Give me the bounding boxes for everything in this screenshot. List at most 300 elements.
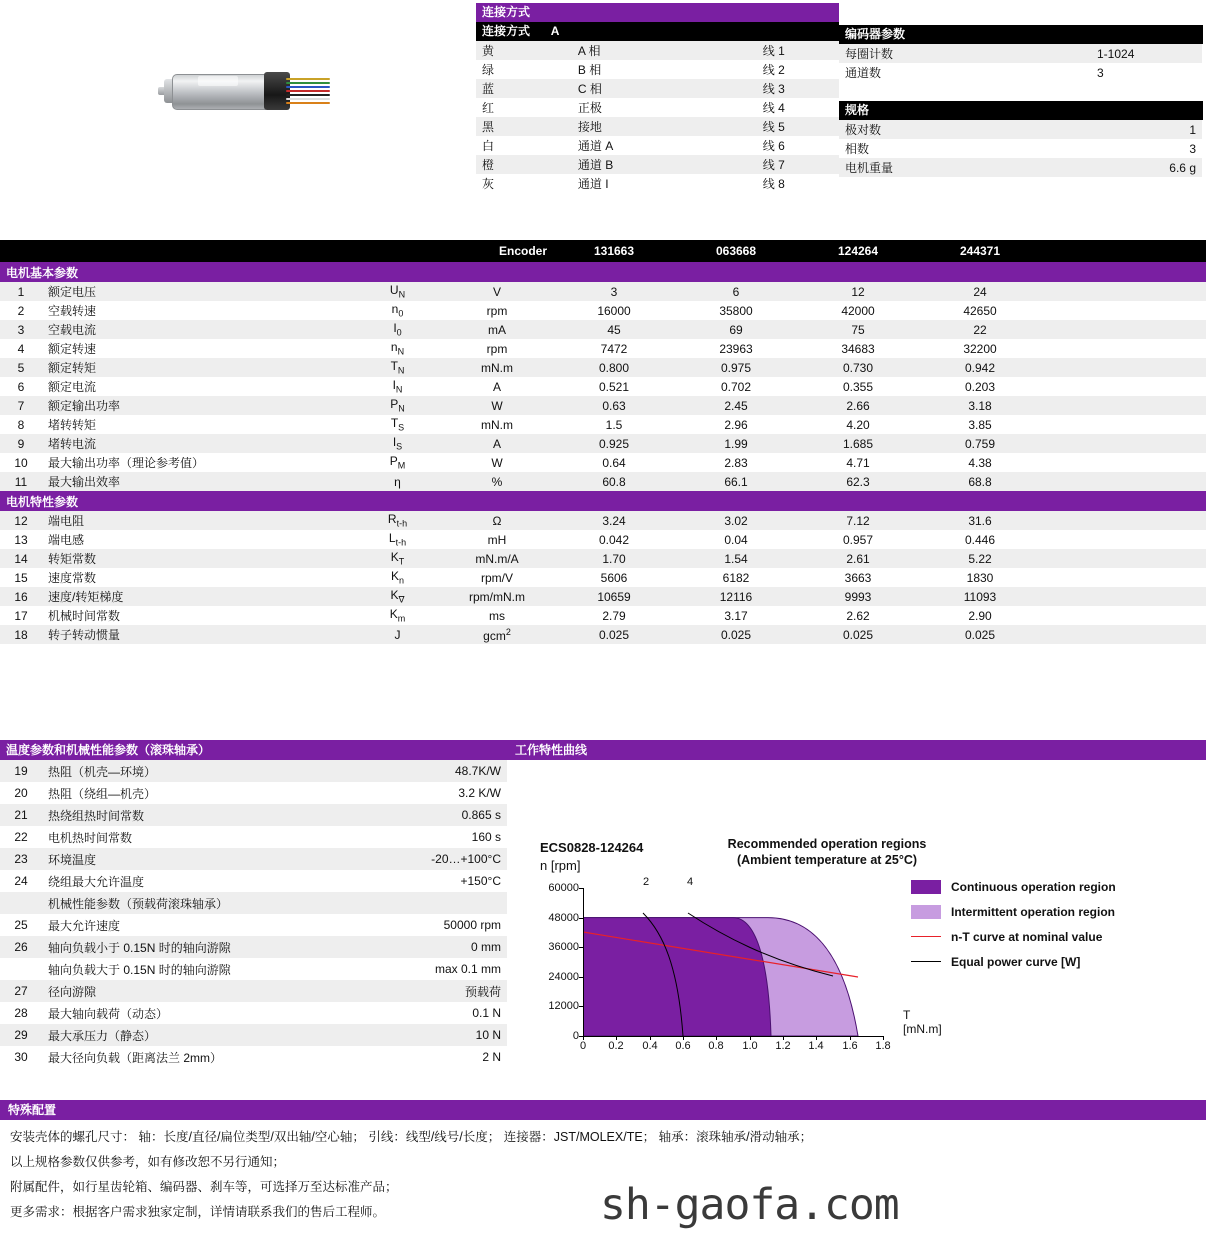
wire-function: 通道 B xyxy=(577,158,614,172)
cell-value: 4.38 xyxy=(968,455,992,470)
cell-value: 24 xyxy=(973,284,987,299)
row-index: 1 xyxy=(17,284,25,299)
cell-value: 0.730 xyxy=(842,360,874,375)
motor-wires xyxy=(286,76,330,106)
chart-title-line1: Recommended operation regions xyxy=(727,837,927,851)
table-row xyxy=(0,453,1206,472)
row-label: 热阻（机壳—环境） xyxy=(48,764,157,779)
row-label: 最大承压力（静态） xyxy=(48,1028,157,1043)
wire-function: A 相 xyxy=(577,44,601,58)
row-symbol: $K_n$ xyxy=(390,569,405,586)
row-index: 22 xyxy=(14,830,28,844)
wire-function: 通道 A xyxy=(577,139,614,153)
table-row xyxy=(0,870,507,892)
wire-function: 通道 I xyxy=(577,177,609,191)
table-row xyxy=(0,282,1206,301)
table-row xyxy=(476,136,839,155)
row-unit: A xyxy=(492,379,501,394)
row-index: 23 xyxy=(14,852,28,866)
wire-function: B 相 xyxy=(577,63,602,77)
row-index: 6 xyxy=(17,379,25,394)
table-row xyxy=(0,549,1206,568)
table-row xyxy=(0,320,1206,339)
wire-number: 线 3 xyxy=(762,82,785,96)
table-row xyxy=(0,980,507,1002)
cell-value: 1.685 xyxy=(842,436,874,451)
table-row xyxy=(839,158,1202,177)
cell-value: 6 xyxy=(732,284,740,299)
row-index: 19 xyxy=(14,764,28,778)
cell-value: 3.18 xyxy=(968,398,992,413)
row-label: 最大输出效率 xyxy=(48,475,121,489)
cell-value: 66.1 xyxy=(724,474,748,489)
row-value: 3.2 K/W xyxy=(458,786,501,800)
row-label: 额定转矩 xyxy=(48,361,97,375)
param-label: 极对数 xyxy=(845,123,882,137)
note-line: 附属配件，如行星齿轮箱、编码器、刹车等，可选择万至达标准产品； xyxy=(10,1180,398,1194)
row-symbol: η xyxy=(394,474,401,489)
table-row xyxy=(476,79,839,98)
table-row xyxy=(0,587,1206,606)
row-label: 热阻（绕组—机壳） xyxy=(48,786,157,801)
row-index xyxy=(0,892,42,914)
row-symbol: $n_N$ xyxy=(390,340,405,357)
row-label: 径向游隙 xyxy=(48,984,97,999)
main-parameter-table xyxy=(0,240,1206,644)
row-index: 17 xyxy=(14,608,28,623)
notes-title: 特殊配置 xyxy=(0,1100,1206,1120)
legend-line-nt xyxy=(911,936,941,937)
table-row xyxy=(0,804,507,826)
row-unit: rpm xyxy=(486,341,508,356)
row-symbol: $I_N$ xyxy=(392,378,403,395)
cell-value: 16000 xyxy=(597,303,631,318)
row-value: 160 s xyxy=(471,830,501,844)
table-row xyxy=(0,415,1206,434)
row-value: max 0.1 mm xyxy=(434,962,501,976)
legend-item-equal-power xyxy=(911,949,1201,974)
temperature-section xyxy=(0,740,507,1068)
row-unit: Ω xyxy=(492,513,502,528)
row-symbol: $T_N$ xyxy=(390,359,405,376)
row-index: 20 xyxy=(14,786,28,800)
annotation-2w: 2 xyxy=(643,876,650,888)
row-symbol: $K_\nabla$ xyxy=(390,587,405,605)
encoder-spec-block xyxy=(839,25,1203,177)
cell-value: 4.20 xyxy=(846,417,870,432)
cell-value: 1.5 xyxy=(605,417,623,432)
wire-number: 线 6 xyxy=(762,139,785,153)
cell-value: 12 xyxy=(851,284,865,299)
row-index: 18 xyxy=(14,627,28,642)
cell-value: 0.759 xyxy=(964,436,996,451)
row-value: 50000 rpm xyxy=(443,918,501,932)
row-index: 26 xyxy=(14,940,28,954)
row-value: 0.1 N xyxy=(472,1006,501,1020)
row-label: 额定转速 xyxy=(48,342,97,356)
row-label: 绕组最大允许温度 xyxy=(48,874,145,889)
param-value: 6.6 g xyxy=(1169,160,1196,175)
param-label: 相数 xyxy=(845,142,870,156)
param-label: 电机重量 xyxy=(845,161,894,175)
model-column-3: 124264 xyxy=(797,240,919,262)
cell-value: 0.975 xyxy=(720,360,752,375)
chart-section-title: 工作特性曲线 xyxy=(507,740,1206,760)
connection-title: 连接方式 xyxy=(476,3,839,22)
row-label: 最大输出功率（理论参考值） xyxy=(48,456,205,470)
cell-value: 11093 xyxy=(963,589,997,604)
note-line: 安装壳体的螺孔尺寸： 轴：长度/直径/扁位类型/双出轴/空心轴； 引线：线型/线号/长度； 连接器：JST/MOLEX/TE； 轴承：滚珠轴承/滑动轴承； xyxy=(10,1130,813,1144)
annotation-4w: 4 xyxy=(687,876,694,888)
motor-illustration xyxy=(158,62,328,122)
param-label: 通道数 xyxy=(845,66,882,80)
row-value: -20…+100°C xyxy=(431,852,501,866)
table-row xyxy=(0,568,1206,587)
chart-y-axis-label: n [rpm] xyxy=(540,858,581,873)
table-row xyxy=(0,511,1206,530)
row-label: 额定输出功率 xyxy=(48,399,121,413)
cell-value: 3.85 xyxy=(968,417,992,432)
wire-number: 线 8 xyxy=(762,177,785,191)
wire-number: 线 5 xyxy=(762,120,785,134)
wire-color: 黄 xyxy=(482,44,495,58)
row-label: 端电感 xyxy=(48,533,85,547)
x-tick-label: 0.2 xyxy=(608,1040,624,1052)
cell-value: 3 xyxy=(610,284,618,299)
cell-value: 1.99 xyxy=(724,436,748,451)
cell-value: 32200 xyxy=(963,341,997,356)
encoder-column-label: Encoder xyxy=(441,240,553,262)
model-column-2: 063668 xyxy=(675,240,797,262)
legend-label: Continuous operation region xyxy=(951,879,1116,894)
row-label: 机械时间常数 xyxy=(48,609,121,623)
row-label: 机械性能参数（预载荷滚珠轴承） xyxy=(48,896,229,911)
row-symbol: $P_N$ xyxy=(390,397,405,414)
cell-value: 0.025 xyxy=(598,627,630,642)
table-row xyxy=(0,892,507,914)
row-unit: rpm xyxy=(486,303,508,318)
x-tick-label: 0 xyxy=(579,1040,587,1052)
chart-model-label: ECS0828-124264 xyxy=(540,840,644,855)
table-row xyxy=(476,117,839,136)
connection-subtitle-label: 连接方式 xyxy=(482,24,531,38)
cell-value: 0.702 xyxy=(720,379,752,394)
cell-value: 1830 xyxy=(966,570,994,585)
cell-value: 69 xyxy=(729,322,743,337)
row-unit: ms xyxy=(489,608,505,623)
row-label: 最大允许速度 xyxy=(48,918,121,933)
table-row xyxy=(0,396,1206,415)
cell-value: 62.3 xyxy=(846,474,870,489)
row-index: 2 xyxy=(17,303,25,318)
table-row xyxy=(0,339,1206,358)
table-row xyxy=(839,139,1202,158)
table-header-row xyxy=(0,240,1206,262)
model-column-6 xyxy=(1163,240,1206,262)
connection-table xyxy=(476,41,839,193)
table-row xyxy=(0,848,507,870)
table-row xyxy=(0,530,1206,549)
row-index: 9 xyxy=(17,436,25,451)
y-tick-label: 36000 xyxy=(548,941,579,954)
cell-value: 35800 xyxy=(719,303,753,318)
row-label: 堵转电流 xyxy=(48,437,97,451)
table-row xyxy=(0,1002,507,1024)
cell-value: 9993 xyxy=(844,589,872,604)
cell-value: 6182 xyxy=(722,570,750,585)
legend-label: n-T curve at nominal value xyxy=(951,929,1103,944)
row-symbol: J xyxy=(394,627,401,642)
row-label: 轴向负载大于 0.15N 时的轴向游隙 xyxy=(48,962,231,977)
cell-value: 10659 xyxy=(597,589,631,604)
cell-value: 0.025 xyxy=(964,627,996,642)
operating-curve-section xyxy=(507,740,1206,1098)
note-line: 以上规格参数仅供参考，如有修改恕不另行通知； xyxy=(10,1155,286,1169)
row-index: 21 xyxy=(14,808,28,822)
model-column-5 xyxy=(1041,240,1163,262)
row-value: 0.865 s xyxy=(461,808,501,822)
wire-number: 线 4 xyxy=(762,101,785,115)
row-label: 轴向负载小于 0.15N 时的轴向游隙 xyxy=(48,940,231,955)
cell-value: 2.90 xyxy=(968,608,992,623)
connection-subtitle xyxy=(476,22,839,41)
cell-value: 2.83 xyxy=(724,455,748,470)
legend-swatch-continuous xyxy=(911,880,941,894)
wire-color: 橙 xyxy=(482,158,495,172)
section-header-characteristics xyxy=(0,491,1206,511)
row-unit: % xyxy=(491,474,503,489)
row-value xyxy=(384,892,507,914)
row-label: 电机热时间常数 xyxy=(48,830,133,845)
cell-value: 2.61 xyxy=(846,551,870,566)
table-row xyxy=(0,358,1206,377)
table-row xyxy=(0,301,1206,320)
table-row xyxy=(0,1046,507,1068)
row-label: 空载电流 xyxy=(48,323,97,337)
row-index: 3 xyxy=(17,322,25,337)
wire-color: 绿 xyxy=(482,63,495,77)
row-index: 12 xyxy=(14,513,28,528)
row-unit: mN.m xyxy=(481,417,513,432)
table-row xyxy=(476,155,839,174)
row-value: 10 N xyxy=(475,1028,501,1042)
cell-value: 3.24 xyxy=(602,513,626,528)
product-photo-area xyxy=(0,0,470,228)
table-row xyxy=(0,606,1206,625)
row-index: 28 xyxy=(14,1006,28,1020)
table-row xyxy=(0,782,507,804)
y-tick-label: 12000 xyxy=(548,1000,579,1013)
row-index: 15 xyxy=(14,570,28,585)
param-value: 1-1024 xyxy=(1097,46,1135,61)
connection-subtitle-value: A xyxy=(550,24,560,38)
row-value: 预载荷 xyxy=(464,984,501,999)
table-row xyxy=(0,472,1206,491)
row-symbol: $I_0$ xyxy=(393,321,402,338)
table-row xyxy=(0,1024,507,1046)
chart-y-axis xyxy=(583,888,584,1036)
row-label: 环境温度 xyxy=(48,852,97,867)
cell-value: 22 xyxy=(973,322,987,337)
table-row xyxy=(476,174,839,193)
row-unit: gcm$^2$ xyxy=(483,626,511,643)
connection-table-block xyxy=(476,3,839,193)
table-row xyxy=(476,98,839,117)
model-column-1: 131663 xyxy=(553,240,675,262)
row-symbol: $K_m$ xyxy=(389,607,406,624)
row-value: 0 mm xyxy=(471,940,501,954)
row-index: 5 xyxy=(17,360,25,375)
row-unit: rpm/V xyxy=(480,570,513,585)
x-tick-label: 1.8 xyxy=(875,1040,891,1052)
row-index: 8 xyxy=(17,417,25,432)
cell-value: 0.521 xyxy=(598,379,630,394)
row-label: 额定电压 xyxy=(48,285,97,299)
row-label: 端电阻 xyxy=(48,514,85,528)
param-value: 3 xyxy=(1189,141,1196,156)
cell-value: 3.02 xyxy=(724,513,748,528)
x-tick-label: 1.4 xyxy=(808,1040,824,1052)
section-title: 电机特性参数 xyxy=(0,491,1206,511)
row-unit: W xyxy=(491,398,503,413)
note-line: 更多需求：根据客户需求独家定制，详情请联系我们的售后工程师。 xyxy=(10,1205,386,1219)
table-row xyxy=(0,914,507,936)
cell-value: 4.71 xyxy=(846,455,870,470)
cell-value: 60.8 xyxy=(602,474,626,489)
chart-title xyxy=(687,836,967,868)
x-tick-label: 0.4 xyxy=(642,1040,658,1052)
cell-value: 0.64 xyxy=(602,455,626,470)
table-row xyxy=(0,625,1206,644)
cell-value: 3663 xyxy=(844,570,872,585)
legend-item-continuous xyxy=(911,874,1201,899)
cell-value: 0.355 xyxy=(842,379,874,394)
table-row xyxy=(476,41,839,60)
chart-plot-area xyxy=(548,876,942,1052)
wire-color: 灰 xyxy=(482,177,495,191)
table-row xyxy=(0,434,1206,453)
row-index: 24 xyxy=(14,874,28,888)
cell-value: 45 xyxy=(607,322,621,337)
cell-value: 0.025 xyxy=(720,627,752,642)
cell-value: 2.62 xyxy=(846,608,870,623)
row-label: 最大轴向载荷（动态） xyxy=(48,1006,169,1021)
legend-item-nt-curve xyxy=(911,924,1201,949)
chart-title-line2: (Ambient temperature at 25°C) xyxy=(736,853,918,867)
cell-value: 23963 xyxy=(719,341,753,356)
cell-value: 2.45 xyxy=(724,398,748,413)
param-label: 每圈计数 xyxy=(845,47,894,61)
row-label: 最大径向负载（距离法兰 2mm） xyxy=(48,1050,223,1065)
wire-color: 白 xyxy=(482,139,495,153)
model-column-4: 244371 xyxy=(919,240,1041,262)
cell-value: 1.54 xyxy=(724,551,748,566)
spec-title: 规格 xyxy=(839,101,1203,120)
section-title: 电机基本参数 xyxy=(0,262,1206,282)
row-symbol: $R_{t-h}$ xyxy=(387,512,408,529)
encoder-params-title: 编码器参数 xyxy=(839,25,1203,44)
row-label: 堵转转矩 xyxy=(48,418,97,432)
chart-legend xyxy=(911,874,1201,974)
param-value: 1 xyxy=(1189,122,1196,137)
row-label: 额定电流 xyxy=(48,380,97,394)
chart-x-axis-label: T [mN.m] xyxy=(903,1008,942,1036)
wire-color: 红 xyxy=(482,101,495,115)
cell-value: 0.203 xyxy=(964,379,996,394)
cell-value: 68.8 xyxy=(968,474,992,489)
row-label: 转矩常数 xyxy=(48,552,97,566)
cell-value: 2.96 xyxy=(724,417,748,432)
wire-function: C 相 xyxy=(577,82,602,96)
cell-value: 34683 xyxy=(841,341,875,356)
table-row xyxy=(0,760,507,782)
encoder-params-table xyxy=(839,44,1202,82)
legend-label: Equal power curve [W] xyxy=(951,954,1081,969)
row-value: +150°C xyxy=(460,874,501,888)
table-row xyxy=(0,826,507,848)
row-index: 25 xyxy=(14,918,28,932)
cell-value: 0.04 xyxy=(724,532,748,547)
y-tick-label: 0 xyxy=(572,1030,579,1042)
y-tick-label: 24000 xyxy=(548,970,579,983)
cell-value: 3.17 xyxy=(724,608,748,623)
watermark: sh-gaofa.com xyxy=(600,1180,899,1230)
y-tick-label: 60000 xyxy=(548,882,579,894)
row-unit: rpm/mN.m xyxy=(469,589,525,604)
row-label: 速度常数 xyxy=(48,571,97,585)
wire-color: 蓝 xyxy=(482,82,495,96)
row-unit: mN.m xyxy=(481,360,513,375)
row-index: 29 xyxy=(14,1028,28,1042)
chart-x-axis xyxy=(583,1036,883,1037)
cell-value: 7.12 xyxy=(846,513,870,528)
cell-value: 0.63 xyxy=(602,398,626,413)
cell-value: 2.66 xyxy=(846,398,870,413)
row-index: 13 xyxy=(14,532,28,547)
table-row xyxy=(0,958,507,980)
wire-color: 黑 xyxy=(482,120,495,134)
chart-body xyxy=(507,760,1206,1098)
legend-label: Intermittent operation region xyxy=(951,904,1116,919)
row-index: 16 xyxy=(14,589,28,604)
row-unit: V xyxy=(492,284,501,299)
wire-function: 接地 xyxy=(577,120,602,134)
row-index: 11 xyxy=(14,474,28,489)
row-symbol: $P_M$ xyxy=(389,454,406,471)
cell-value: 2.79 xyxy=(602,608,626,623)
cell-value: 0.925 xyxy=(598,436,630,451)
table-row xyxy=(839,44,1202,63)
chart-svg xyxy=(583,888,883,1048)
wire-number: 线 2 xyxy=(762,63,785,77)
cell-value: 0.446 xyxy=(964,532,996,547)
section-header-basic xyxy=(0,262,1206,282)
row-index: 4 xyxy=(17,341,25,356)
x-tick-label: 1.6 xyxy=(842,1040,858,1052)
row-label: 空载转速 xyxy=(48,304,97,318)
y-tick-label: 48000 xyxy=(548,911,579,924)
x-tick-label: 0.8 xyxy=(708,1040,724,1052)
cell-value: 5606 xyxy=(600,570,628,585)
temperature-section-title: 温度参数和机械性能参数（滚珠轴承） xyxy=(0,740,507,760)
row-unit: W xyxy=(491,455,503,470)
table-row xyxy=(476,60,839,79)
x-tick-label: 0.6 xyxy=(675,1040,691,1052)
cell-value: 75 xyxy=(851,322,865,337)
temperature-table xyxy=(0,760,507,1068)
cell-value: 5.22 xyxy=(968,551,992,566)
row-value: 48.7K/W xyxy=(454,764,501,778)
